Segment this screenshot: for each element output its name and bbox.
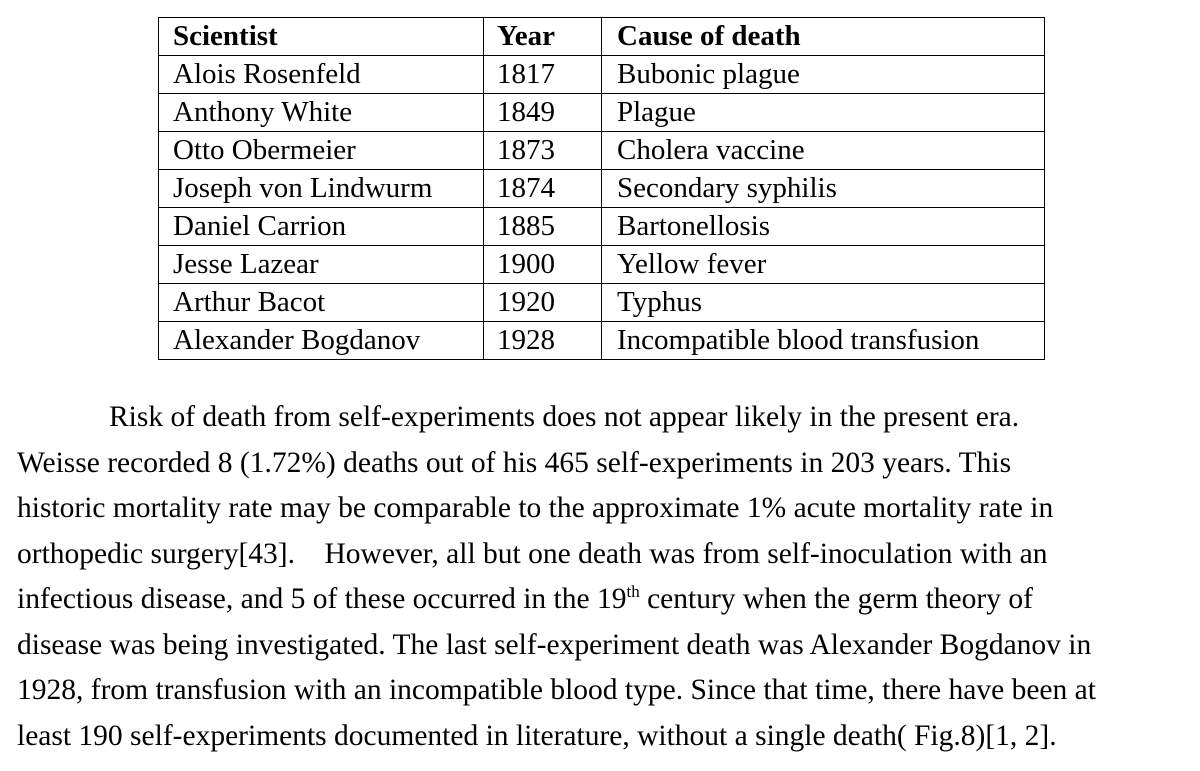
cell-cause: Plague <box>602 94 1045 132</box>
cell-year: 1817 <box>484 56 602 94</box>
table-header-row <box>159 18 1045 56</box>
column-header-scientist: Scientist <box>159 18 484 56</box>
cell-scientist: Alexander Bogdanov <box>159 322 484 360</box>
cell-cause: Typhus <box>602 284 1045 322</box>
cell-cause: Incompatible blood transfusion <box>602 322 1045 360</box>
cell-year: 1928 <box>484 322 602 360</box>
table-row <box>159 322 1045 360</box>
table-row <box>159 94 1045 132</box>
cell-cause: Bubonic plague <box>602 56 1045 94</box>
cell-scientist: Otto Obermeier <box>159 132 484 170</box>
cell-cause: Bartonellosis <box>602 208 1045 246</box>
cell-scientist: Joseph von Lindwurm <box>159 170 484 208</box>
cell-cause: Yellow fever <box>602 246 1045 284</box>
cell-scientist: Alois Rosenfeld <box>159 56 484 94</box>
paragraph-line: Weisse recorded 8 (1.72%) deaths out of his 465 self-experiments in 203 years. This <box>17 446 1012 479</box>
cell-year: 1849 <box>484 94 602 132</box>
cell-scientist: Arthur Bacot <box>159 284 484 322</box>
column-header-year: Year <box>484 18 602 56</box>
paragraph-text: infectious disease, and 5 of these occurred in the 19 <box>17 583 627 615</box>
cell-scientist: Jesse Lazear <box>159 246 484 284</box>
cell-scientist: Daniel Carrion <box>159 208 484 246</box>
paragraph-line: disease was being investigated. The last self-experiment death was Alexander Bogdanov in <box>17 628 1092 661</box>
cell-cause: Secondary syphilis <box>602 170 1045 208</box>
paragraph-line: 1928, from transfusion with an incompatible blood type. Since that time, there have been at <box>17 674 1096 706</box>
table-row <box>159 56 1045 94</box>
body-paragraph <box>17 395 1187 759</box>
table-row <box>159 208 1045 246</box>
ordinal-superscript: th <box>626 582 640 601</box>
cell-year: 1920 <box>484 284 602 322</box>
cell-year: 1873 <box>484 132 602 170</box>
table-row <box>159 246 1045 284</box>
paragraph-line <box>17 577 1187 623</box>
cell-year: 1900 <box>484 246 602 284</box>
paragraph-line: least 190 self-experiments documented in literature, without a single death( Fig.8)[1, 2]. <box>17 719 1057 752</box>
column-header-cause: Cause of death <box>602 18 1045 56</box>
table-row <box>159 132 1045 170</box>
paragraph-line: orthopedic surgery[43]. However, all but one death was from self-inoculation with an <box>17 537 1048 570</box>
table-row <box>159 170 1045 208</box>
cell-scientist: Anthony White <box>159 94 484 132</box>
paragraph-line: Risk of death from self-experiments does not appear likely in the present era. <box>109 401 1020 433</box>
paragraph-text: century when the germ theory of <box>639 583 1033 615</box>
self-experiment-deaths-table <box>158 17 1045 360</box>
paragraph-line: historic mortality rate may be comparable to the approximate 1% acute mortality rate in <box>17 492 1054 524</box>
cell-year: 1885 <box>484 208 602 246</box>
table-row <box>159 284 1045 322</box>
cell-cause: Cholera vaccine <box>602 132 1045 170</box>
cell-year: 1874 <box>484 170 602 208</box>
